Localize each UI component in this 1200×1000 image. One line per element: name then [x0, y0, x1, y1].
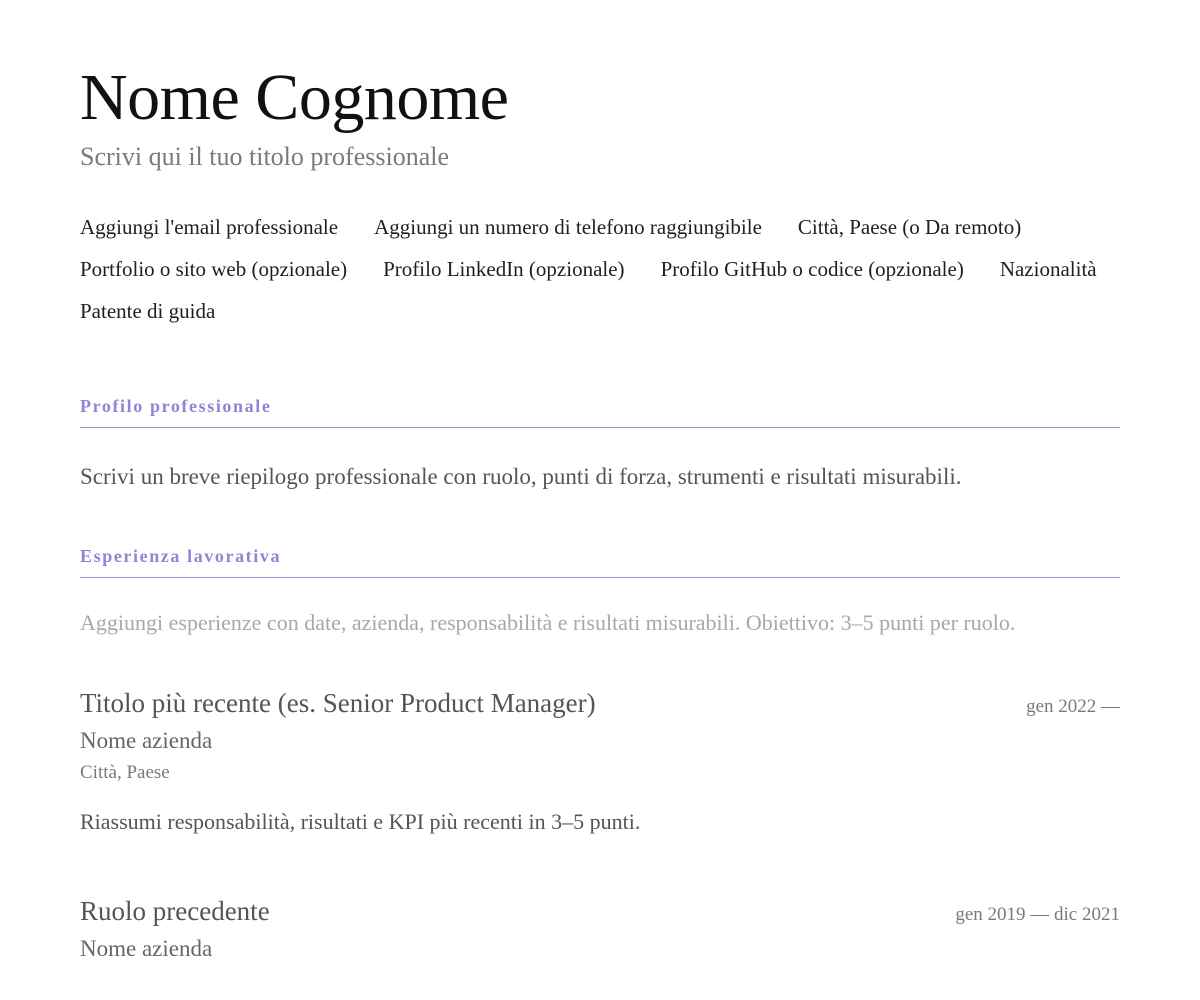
job-entry: [80, 686, 1120, 838]
job-company: Nome azienda: [80, 728, 213, 753]
contact-nationality: Nazionalità: [999, 257, 1097, 281]
contact-location: Città, Paese (o Da remoto): [797, 215, 1022, 239]
contact-portfolio: Portfolio o sito web (opzionale): [80, 257, 348, 281]
section-heading-profile: Profilo professionale: [80, 396, 1120, 428]
contact-driving-license: Patente di guida: [80, 299, 216, 323]
contact-linkedin: Profilo LinkedIn (opzionale): [383, 257, 625, 281]
professional-title: Scrivi qui il tuo titolo professionale: [80, 142, 450, 171]
section-heading-experience: Esperienza lavorativa: [80, 546, 1120, 578]
job-dates: gen 2022 —: [1026, 696, 1120, 717]
experience-hint: Aggiungi esperienze con date, azienda, responsabilità e risultati misurabili. Obiettivo: 3–5 punti per ruolo.: [80, 610, 1016, 635]
contact-github: Profilo GitHub o codice (opzionale): [660, 257, 964, 281]
experience-section: [80, 546, 1120, 964]
contact-list: [80, 212, 1120, 326]
job-header: [80, 894, 1120, 928]
full-name: Nome Cognome: [80, 61, 509, 134]
profile-section: [80, 396, 1120, 494]
job-header: [80, 686, 1120, 720]
job-entry: [80, 894, 1120, 964]
contact-email: Aggiungi l'email professionale: [80, 215, 339, 239]
job-role: Ruolo precedente: [80, 896, 270, 926]
job-role: Titolo più recente (es. Senior Product Manager): [80, 688, 596, 718]
job-location: Città, Paese: [80, 762, 170, 783]
profile-summary: Scrivi un breve riepilogo professionale con ruolo, punti di forza, strumenti e risultati misurabili.: [80, 464, 962, 489]
job-dates: gen 2019 — dic 2021: [955, 904, 1120, 925]
job-company: Nome azienda: [80, 936, 213, 961]
resume-content: [80, 62, 1120, 964]
contact-phone: Aggiungi un numero di telefono raggiungibile: [374, 215, 762, 239]
job-description: Riassumi responsabilità, risultati e KPI più recenti in 3–5 punti.: [80, 809, 641, 834]
